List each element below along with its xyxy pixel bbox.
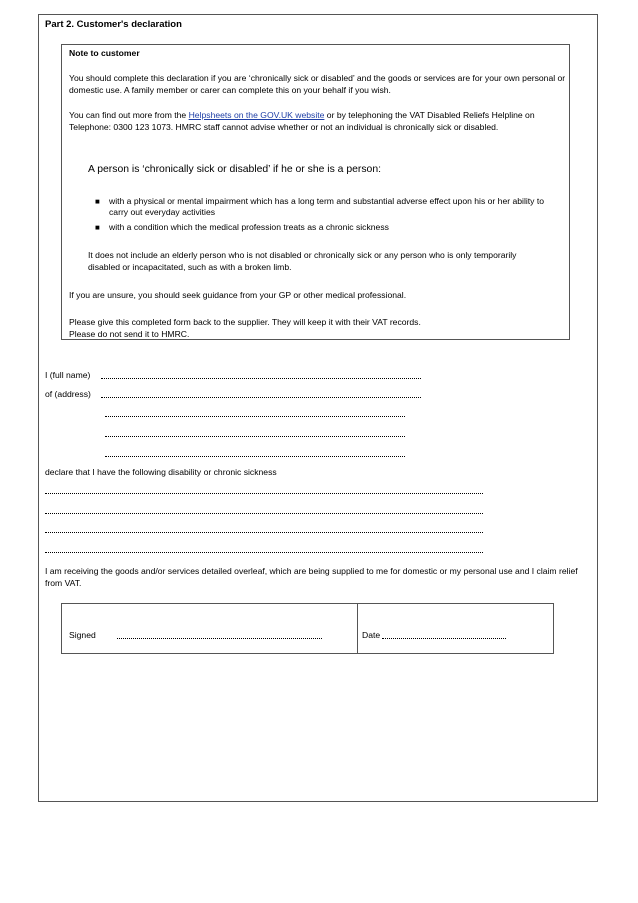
exclusion-text: It does not include an elderly person who is not disabled or chronically sick or any person who is only temporarily disabled or incapacitated, such as with a broken limb.: [88, 250, 517, 272]
date-field[interactable]: [382, 638, 506, 639]
note-para-2-end: or by telephoning the VAT Disabled Reliefs Helpline on Telephone: 0300 123 1073. HMRC staff cannot advise whether or not an individual is chronically sick or disabled.: [69, 110, 535, 132]
condition-line-4-field[interactable]: [45, 552, 483, 553]
condition-line-2-field[interactable]: [45, 513, 483, 514]
bullet-item: [95, 196, 554, 218]
condition-line-1-field[interactable]: [45, 493, 483, 494]
full-name-label: I (full name): [45, 370, 91, 380]
address-line-2-field[interactable]: [105, 416, 405, 417]
full-name-field[interactable]: [101, 378, 421, 379]
definition-heading: A person is ‘chronically sick or disabled’ if he or she is a person:: [88, 164, 382, 175]
signature-divider: [357, 604, 358, 653]
address-line-4-field[interactable]: [105, 456, 405, 457]
bullet-icon: ■: [95, 197, 100, 206]
bullet-item: [95, 222, 554, 233]
bullet-icon: ■: [95, 223, 100, 232]
declare-label: declare that I have the following disability or chronic sickness: [45, 467, 277, 477]
part-title: Part 2. Customer's declaration: [45, 19, 182, 30]
address-label: of (address): [45, 389, 91, 399]
signature-field[interactable]: [117, 638, 322, 639]
signature-box: [61, 603, 554, 654]
helpsheets-link[interactable]: Helpsheets on the GOV.UK website: [188, 110, 325, 120]
declaration-page: [38, 14, 598, 802]
note-para-1: You should complete this declaration if you are ‘chronically sick or disabled’ and the goods or services are for your own personal or domestic use. A family member or carer can complete this on your behalf if you wish.: [69, 73, 566, 95]
date-label: Date: [362, 630, 381, 640]
address-line-3-field[interactable]: [105, 436, 405, 437]
bullet-text: with a condition which the medical profession treats as a chronic sickness: [109, 222, 389, 232]
bullet-text: with a physical or mental impairment which has a long term and substantial adverse effect upon his or her ability to carry out everyday activities: [109, 196, 545, 217]
do-not-send-text: Please do not send it to HMRC.: [69, 329, 190, 339]
note-para-2: [69, 109, 567, 133]
unsure-text: If you are unsure, you should seek guidance from your GP or other medical professional.: [69, 290, 407, 300]
relief-statement: I am receiving the goods and/or services detailed overleaf, which are being supplied to me for domestic or my personal use and I claim relief from VAT.: [45, 566, 578, 588]
condition-line-3-field[interactable]: [45, 532, 483, 533]
give-back-text: Please give this completed form back to the supplier. They will keep it with their VAT records.: [69, 317, 421, 327]
note-para-2-start: You can find out more from the: [69, 110, 189, 120]
address-line-1-field[interactable]: [101, 397, 421, 398]
note-title: Note to customer: [69, 48, 140, 58]
signed-label: Signed: [69, 630, 96, 640]
